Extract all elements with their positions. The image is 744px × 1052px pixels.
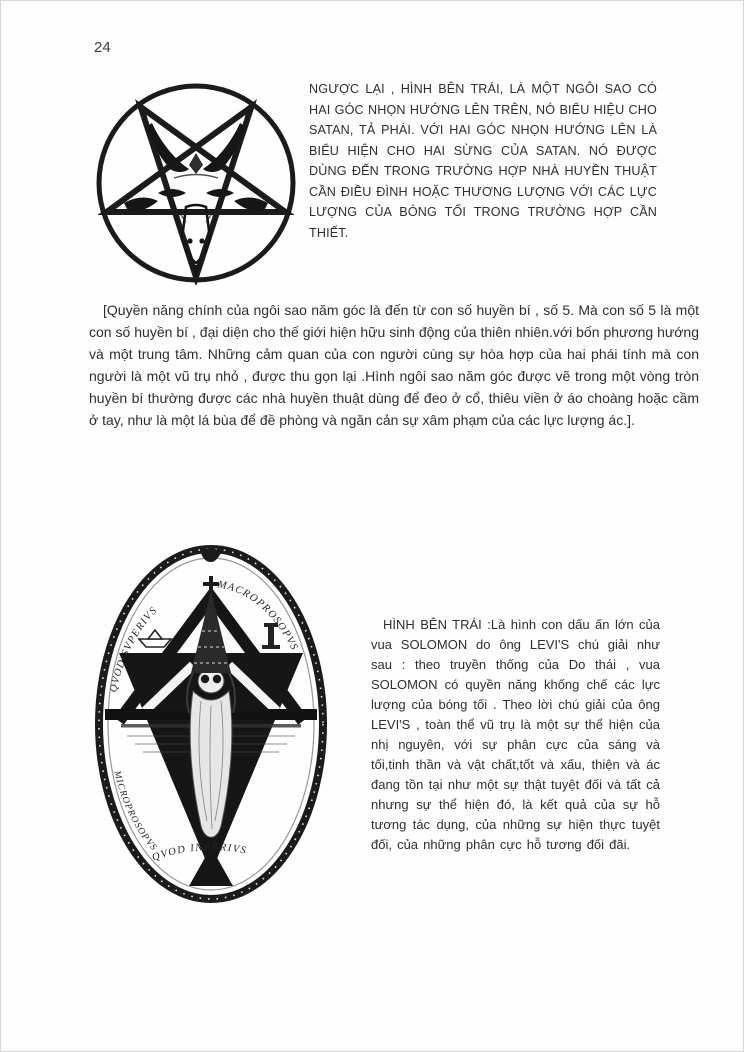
seal-label-macroprosopus: MACROPROSOPVS xyxy=(216,579,300,653)
page-number: 24 xyxy=(94,39,111,56)
seal-label-quod-superius: QVOD SVPERIVS xyxy=(108,604,160,694)
paragraph-pentagram-note: [Quyền năng chính của ngôi sao năm góc là đến từ con số huyền bí , số 5. Mà con số 5 là một con số huyền bí , đại diện cho thế giới hiện hữu sinh động của thiên nhiên.với bốn phương hướng và một trung tâm. Những cảm quan của con người cùng sự hòa hợp của hai phái tính mà con người là một vũ trụ nhỏ , được thu gọn lại .Hình ngôi sao năm góc được vẽ trong một vòng tròn huyền bí thường được các nhà huyền thuật dùng để đeo ở cổ, thiêu viền ở áo choàng hoặc cầm ở tay, như là một lá bùa để đề phòng và ngăn cản sự xâm phạm của các lực lượng ác.]. xyxy=(89,302,699,428)
seal-label-quod-inferius: QVOD INFERIVS xyxy=(150,841,249,864)
svg-text:QVOD INFERIVS xyxy=(151,842,248,864)
pentagram-circle xyxy=(99,86,293,280)
inverted-star xyxy=(107,107,286,277)
paragraph-pentagram-caption: NGƯỢC LẠI , HÌNH BÊN TRÁI, LÀ MỘT NGÔI SAO CÓ HAI GÓC NHỌN HƯỚNG LÊN TRÊN, NÓ BIỂU HIỆU CHO SATAN, TẢ PHÁI. VỚI HAI GÓC NHỌN HƯỚNG LÊN LÀ BIỂU HIỆN CHO HAI SỪNG CỦA SATAN. NÓ ĐƯỢC DÙNG ĐẾN TRONG TRƯỜNG HỢP NHÀ HUYỀN THUẬT CẦN ĐIỀU ĐÌNH HOẶC THƯƠNG LƯỢNG VỚI CÁC LỰC LƯỢNG CỦA BÓNG TỐI TRONG TRƯỜNG HỢP CẦN THIẾT. xyxy=(309,82,657,240)
paper-boat-icon xyxy=(139,630,171,647)
baphomet-pentagram-icon xyxy=(94,81,298,285)
seal-label-microprosopus: MICROPROSOPVS xyxy=(111,769,159,854)
goat-head-lines xyxy=(174,175,218,264)
paragraph-solomon-seal-caption: HÌNH BÊN TRÁI :Là hình con dấu ấn lớn của vua SOLOMON do ông LEVI'S chú giải như sau : theo truyền thống của Do thái , vua SOLOMON có quyền năng khống chế các lực lượng của bóng tối . Theo lời chú giải của ông LEVI'S , toàn thể vũ trụ là một sự thể hiện của nhị nguyên, với sự phân cực của sáng và tối,tinh thần và vật chất,tốt và xấu, thiện và ác đang tồn tại như một sự thật tuyệt đối và tất cả nhưng sự thể hiện đó, là kết quả của sự hỗ tương tác dụng, của những sự hiện thực tuyệt đối, của những phân cực hỗ tương đối đãi. xyxy=(371,617,660,852)
svg-text:MICROPROSOPVS xyxy=(111,769,159,853)
solomon-seal-icon xyxy=(91,541,331,906)
left-eye xyxy=(201,675,209,683)
conical-hat xyxy=(191,591,231,673)
right-eye xyxy=(213,675,221,683)
cross-icon xyxy=(203,576,219,593)
